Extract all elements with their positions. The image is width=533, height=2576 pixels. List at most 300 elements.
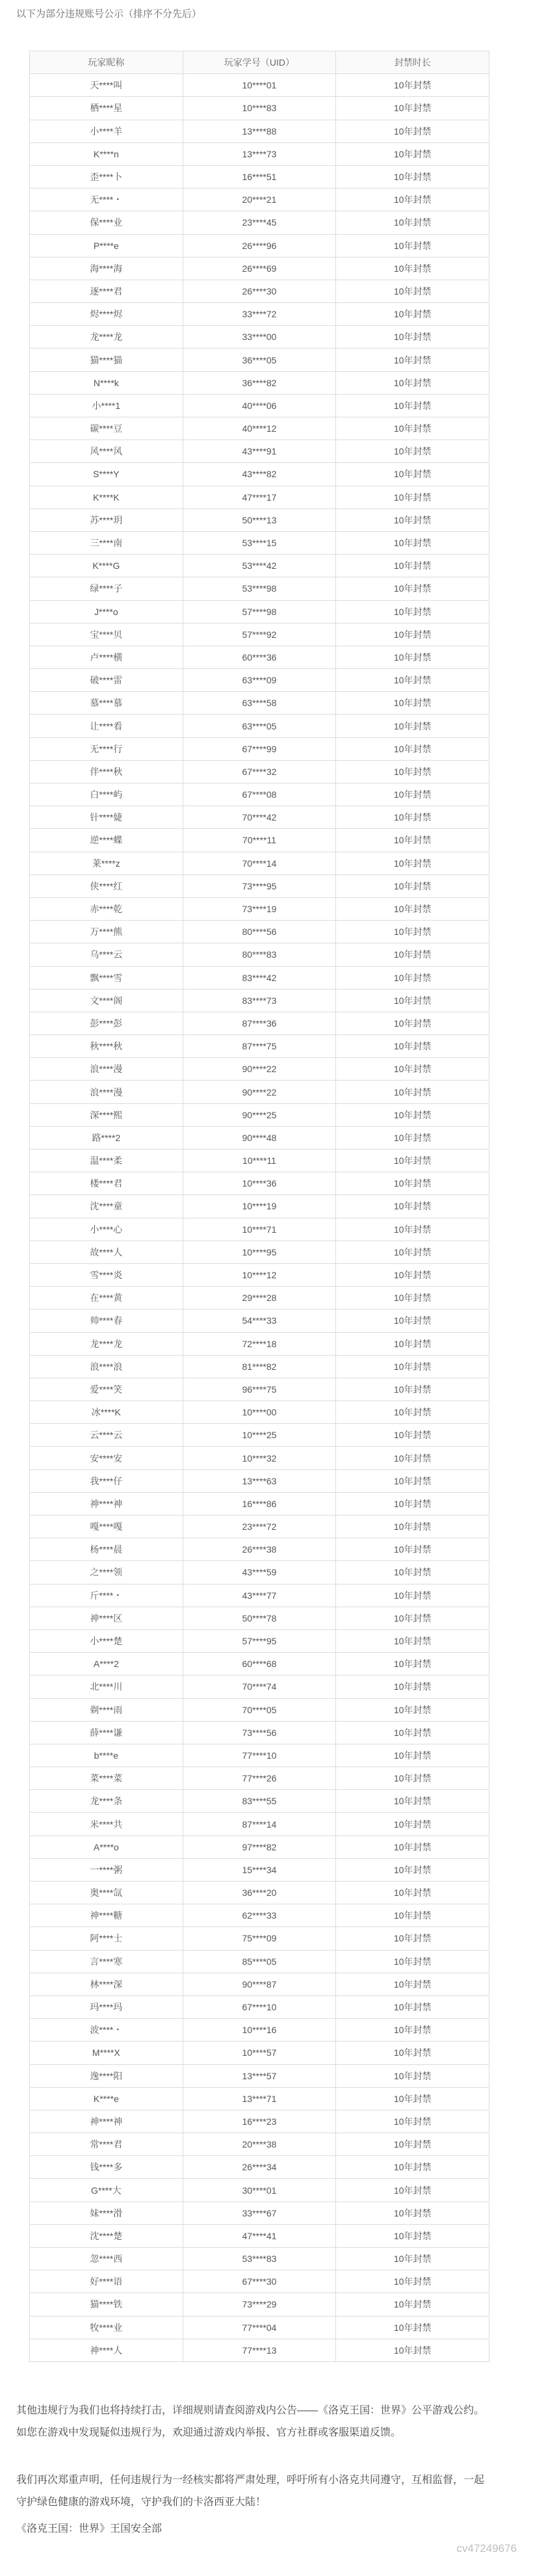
uid-cell: 36****20: [183, 1882, 336, 1904]
table-row: [30, 1401, 489, 1424]
table-row: [30, 1378, 489, 1400]
uid-cell: 36****05: [183, 348, 336, 371]
nickname-cell: 浪****漫: [30, 1081, 183, 1103]
nickname-cell: 神****神: [30, 1492, 183, 1515]
table-row: [30, 1424, 489, 1447]
table-row: [30, 1676, 489, 1698]
nickname-cell: 神****神: [30, 2110, 183, 2133]
footer-text-line: 我们再次郑重声明，任何违规行为一经核实都将严肃处理，呼吁所有小洛克共同遵守，互相监督，一起: [16, 2475, 485, 2486]
uid-cell: 50****78: [183, 1607, 336, 1629]
table-row: [30, 1973, 489, 1995]
nickname-cell: 卢****横: [30, 646, 183, 668]
uid-cell: 26****96: [183, 234, 336, 257]
table-row: [30, 2019, 489, 2042]
uid-cell: 50****13: [183, 508, 336, 531]
nickname-cell: 温****柔: [30, 1150, 183, 1172]
ban-duration-cell: 10年封禁: [336, 280, 489, 302]
uid-cell: 53****83: [183, 2248, 336, 2270]
table-row: [30, 1813, 489, 1835]
ban-duration-cell: 10年封禁: [336, 394, 489, 417]
ban-duration-cell: 10年封禁: [336, 2064, 489, 2087]
table-row: [30, 463, 489, 486]
nickname-cell: N****k: [30, 371, 183, 394]
watermark-id: cv47249676: [456, 2542, 517, 2555]
ban-duration-cell: 10年封禁: [336, 1904, 489, 1927]
table-row: [30, 1103, 489, 1126]
ban-duration-cell: 10年封禁: [336, 737, 489, 760]
table-row: [30, 531, 489, 554]
table-row: [30, 348, 489, 371]
uid-cell: 13****71: [183, 2087, 336, 2110]
nickname-cell: 牧****业: [30, 2316, 183, 2339]
nickname-cell: 浪****漫: [30, 1058, 183, 1081]
nickname-cell: 白****屿: [30, 783, 183, 806]
ban-duration-cell: 10年封禁: [336, 1995, 489, 2018]
nickname-cell: 小****羊: [30, 120, 183, 142]
uid-cell: 43****77: [183, 1584, 336, 1607]
ban-duration-cell: 10年封禁: [336, 74, 489, 97]
notice-title: 以下为部分违规账号公示（排序不分先后）: [16, 8, 202, 20]
nickname-cell: S****Y: [30, 463, 183, 486]
table-row: [30, 1721, 489, 1744]
table-row: [30, 417, 489, 440]
table-row: [30, 257, 489, 280]
column-header-uid: 玩家学号（UID）: [183, 51, 336, 74]
nickname-cell: 猫****铁: [30, 2293, 183, 2316]
footer-paragraph-rules: [16, 2400, 520, 2444]
table-row: [30, 1653, 489, 1676]
uid-cell: 60****36: [183, 646, 336, 668]
uid-cell: 53****42: [183, 555, 336, 577]
uid-cell: 26****38: [183, 1538, 336, 1561]
ban-duration-cell: 10年封禁: [336, 1835, 489, 1858]
uid-cell: 97****82: [183, 1835, 336, 1858]
uid-cell: 26****30: [183, 280, 336, 302]
table-row: [30, 1538, 489, 1561]
table-row: [30, 1332, 489, 1355]
ban-duration-cell: 10年封禁: [336, 142, 489, 165]
table-row: [30, 74, 489, 97]
nickname-cell: 在****黄: [30, 1287, 183, 1309]
nickname-cell: 飘****雪: [30, 966, 183, 989]
nickname-cell: K****G: [30, 555, 183, 577]
uid-cell: 10****25: [183, 1424, 336, 1447]
table-row: [30, 2316, 489, 2339]
uid-cell: 67****10: [183, 1995, 336, 2018]
uid-cell: 83****73: [183, 989, 336, 1012]
ban-duration-cell: 10年封禁: [336, 966, 489, 989]
ban-duration-cell: 10年封禁: [336, 715, 489, 737]
table-row: [30, 1790, 489, 1813]
nickname-cell: 侠****红: [30, 874, 183, 897]
table-body: [30, 74, 489, 2362]
uid-cell: 73****56: [183, 1721, 336, 1744]
uid-cell: 15****34: [183, 1858, 336, 1881]
ban-duration-cell: 10年封禁: [336, 1790, 489, 1813]
uid-cell: 43****59: [183, 1561, 336, 1584]
ban-duration-cell: 10年封禁: [336, 1813, 489, 1835]
table-row: [30, 394, 489, 417]
ban-duration-cell: 10年封禁: [336, 1721, 489, 1744]
ban-duration-cell: 10年封禁: [336, 2224, 489, 2247]
uid-cell: 63****09: [183, 669, 336, 692]
nickname-cell: 忽****西: [30, 2248, 183, 2270]
nickname-cell: 苏****玥: [30, 508, 183, 531]
nickname-cell: 常****君: [30, 2133, 183, 2156]
ban-duration-cell: 10年封禁: [336, 1126, 489, 1149]
table-row: [30, 600, 489, 623]
ban-duration-cell: 10年封禁: [336, 1882, 489, 1904]
table-row: [30, 715, 489, 737]
ban-duration-cell: 10年封禁: [336, 1150, 489, 1172]
ban-duration-cell: 10年封禁: [336, 1858, 489, 1881]
nickname-cell: 神****区: [30, 1607, 183, 1629]
ban-duration-cell: 10年封禁: [336, 1469, 489, 1492]
nickname-cell: 破****雷: [30, 669, 183, 692]
table-row: [30, 1035, 489, 1058]
table-row: [30, 1950, 489, 1973]
uid-cell: 73****29: [183, 2293, 336, 2316]
ban-duration-cell: 10年封禁: [336, 1492, 489, 1515]
uid-cell: 47****17: [183, 486, 336, 508]
uid-cell: 10****16: [183, 2019, 336, 2042]
table-row: [30, 1081, 489, 1103]
table-row: [30, 1126, 489, 1149]
nickname-cell: 杨****晨: [30, 1538, 183, 1561]
table-row: [30, 1835, 489, 1858]
nickname-cell: 歪****卜: [30, 165, 183, 188]
table-row: [30, 440, 489, 463]
uid-cell: 10****71: [183, 1218, 336, 1241]
uid-cell: 47****41: [183, 2224, 336, 2247]
ban-duration-cell: 10年封禁: [336, 1584, 489, 1607]
ban-duration-cell: 10年封禁: [336, 943, 489, 966]
nickname-cell: 米****共: [30, 1813, 183, 1835]
nickname-cell: 剃****雨: [30, 1698, 183, 1721]
uid-cell: 23****45: [183, 211, 336, 234]
column-header-ban-duration: 封禁时长: [336, 51, 489, 74]
nickname-cell: 云****云: [30, 1424, 183, 1447]
ban-duration-cell: 10年封禁: [336, 2110, 489, 2133]
uid-cell: 57****95: [183, 1629, 336, 1652]
nickname-cell: 爱****笑: [30, 1378, 183, 1400]
ban-duration-cell: 10年封禁: [336, 371, 489, 394]
ban-duration-cell: 10年封禁: [336, 1973, 489, 1995]
table-row: [30, 897, 489, 920]
uid-cell: 67****99: [183, 737, 336, 760]
table-row: [30, 2179, 489, 2201]
uid-cell: 67****30: [183, 2270, 336, 2293]
nickname-cell: 慕****慕: [30, 692, 183, 715]
ban-duration-cell: 10年封禁: [336, 2339, 489, 2361]
nickname-cell: 宝****贝: [30, 623, 183, 646]
table-row: [30, 1012, 489, 1034]
table-row: [30, 2270, 489, 2293]
ban-duration-cell: 10年封禁: [336, 897, 489, 920]
table-row: [30, 189, 489, 211]
table-row: [30, 921, 489, 943]
table-row: [30, 1287, 489, 1309]
ban-duration-cell: 10年封禁: [336, 577, 489, 600]
uid-cell: 81****82: [183, 1355, 336, 1378]
table-row: [30, 2248, 489, 2270]
uid-cell: 87****14: [183, 1813, 336, 1835]
nickname-cell: 楼****君: [30, 1172, 183, 1195]
table-row: [30, 120, 489, 142]
nickname-cell: M****X: [30, 2042, 183, 2064]
nickname-cell: 碳****豆: [30, 417, 183, 440]
nickname-cell: 帅****春: [30, 1309, 183, 1332]
uid-cell: 70****05: [183, 1698, 336, 1721]
table-row: [30, 1492, 489, 1515]
uid-cell: 75****09: [183, 1927, 336, 1950]
table-row: [30, 1744, 489, 1767]
uid-cell: 70****11: [183, 829, 336, 852]
ban-duration-cell: 10年封禁: [336, 1195, 489, 1218]
table-row: [30, 1241, 489, 1263]
ban-duration-cell: 10年封禁: [336, 2316, 489, 2339]
ban-duration-cell: 10年封禁: [336, 1927, 489, 1950]
nickname-cell: 猫****猫: [30, 348, 183, 371]
footer-text-line: 其他违规行为我们也将持续打击，详细规则请查阅游戏内公告——《洛克王国：世界》公平游戏公约。: [16, 2405, 485, 2416]
nickname-cell: 风****风: [30, 440, 183, 463]
ban-duration-cell: 10年封禁: [336, 1538, 489, 1561]
table-header: [30, 51, 489, 74]
ban-duration-cell: 10年封禁: [336, 1263, 489, 1286]
ban-duration-cell: 10年封禁: [336, 440, 489, 463]
nickname-cell: 一****粥: [30, 1858, 183, 1881]
table-row: [30, 646, 489, 668]
nickname-cell: 北****川: [30, 1676, 183, 1698]
uid-cell: 16****86: [183, 1492, 336, 1515]
table-row: [30, 1995, 489, 2018]
ban-duration-cell: 10年封禁: [336, 234, 489, 257]
table-row: [30, 234, 489, 257]
table-row: [30, 1150, 489, 1172]
nickname-cell: 逸****阳: [30, 2064, 183, 2087]
nickname-cell: 栖****星: [30, 97, 183, 120]
ban-duration-cell: 10年封禁: [336, 508, 489, 531]
nickname-cell: 小****1: [30, 394, 183, 417]
nickname-cell: 嘎****嘎: [30, 1516, 183, 1538]
table-row: [30, 692, 489, 715]
table-header-row: [30, 51, 489, 74]
uid-cell: 43****82: [183, 463, 336, 486]
uid-cell: 62****33: [183, 1904, 336, 1927]
ban-duration-cell: 10年封禁: [336, 1218, 489, 1241]
ban-duration-cell: 10年封禁: [336, 1172, 489, 1195]
ban-duration-cell: 10年封禁: [336, 669, 489, 692]
uid-cell: 77****26: [183, 1767, 336, 1790]
table-row: [30, 1309, 489, 1332]
nickname-cell: 沈****楚: [30, 2224, 183, 2247]
ban-duration-cell: 10年封禁: [336, 783, 489, 806]
nickname-cell: 乌****云: [30, 943, 183, 966]
nickname-cell: 浪****浪: [30, 1355, 183, 1378]
uid-cell: 53****98: [183, 577, 336, 600]
nickname-cell: 伴****秋: [30, 760, 183, 783]
nickname-cell: A****2: [30, 1653, 183, 1676]
ban-duration-cell: 10年封禁: [336, 829, 489, 852]
ban-duration-cell: 10年封禁: [336, 760, 489, 783]
nickname-cell: P****e: [30, 234, 183, 257]
ban-duration-cell: 10年封禁: [336, 2201, 489, 2224]
uid-cell: 73****19: [183, 897, 336, 920]
uid-cell: 80****56: [183, 921, 336, 943]
nickname-cell: 莱****z: [30, 852, 183, 874]
table-row: [30, 1172, 489, 1195]
table-row: [30, 1355, 489, 1378]
nickname-cell: G****大: [30, 2179, 183, 2201]
uid-cell: 10****57: [183, 2042, 336, 2064]
nickname-cell: 林****深: [30, 1973, 183, 1995]
nickname-cell: K****n: [30, 142, 183, 165]
nickname-cell: 秋****秋: [30, 1035, 183, 1058]
uid-cell: 83****42: [183, 966, 336, 989]
nickname-cell: 针****婕: [30, 806, 183, 829]
uid-cell: 87****36: [183, 1012, 336, 1034]
table-row: [30, 486, 489, 508]
ban-duration-cell: 10年封禁: [336, 2087, 489, 2110]
table-row: [30, 555, 489, 577]
nickname-cell: 波****・: [30, 2019, 183, 2042]
ban-duration-cell: 10年封禁: [336, 486, 489, 508]
nickname-cell: 斤****・: [30, 1584, 183, 1607]
uid-cell: 13****73: [183, 142, 336, 165]
table-row: [30, 1447, 489, 1469]
ban-duration-cell: 10年封禁: [336, 1332, 489, 1355]
footer-signature: 《洛克王国：世界》王国安全部: [16, 2523, 162, 2534]
table-row: [30, 1469, 489, 1492]
ban-duration-cell: 10年封禁: [336, 2133, 489, 2156]
uid-cell: 10****12: [183, 1263, 336, 1286]
ban-duration-cell: 10年封禁: [336, 463, 489, 486]
ban-duration-cell: 10年封禁: [336, 1744, 489, 1767]
ban-duration-cell: 10年封禁: [336, 1058, 489, 1081]
uid-cell: 33****67: [183, 2201, 336, 2224]
nickname-cell: 海****海: [30, 257, 183, 280]
nickname-cell: 万****熊: [30, 921, 183, 943]
table-row: [30, 142, 489, 165]
banned-accounts-table: [29, 51, 489, 2362]
table-row: [30, 1858, 489, 1881]
ban-duration-cell: 10年封禁: [336, 1950, 489, 1973]
ban-duration-cell: 10年封禁: [336, 1287, 489, 1309]
uid-cell: 20****21: [183, 189, 336, 211]
uid-cell: 90****25: [183, 1103, 336, 1126]
nickname-cell: 冰****K: [30, 1401, 183, 1424]
ban-duration-cell: 10年封禁: [336, 2179, 489, 2201]
uid-cell: 13****88: [183, 120, 336, 142]
ban-duration-cell: 10年封禁: [336, 257, 489, 280]
ban-duration-cell: 10年封禁: [336, 2042, 489, 2064]
table-row: [30, 577, 489, 600]
table-row: [30, 874, 489, 897]
table-row: [30, 2156, 489, 2179]
nickname-cell: 龙****条: [30, 1790, 183, 1813]
uid-cell: 33****00: [183, 326, 336, 348]
table-row: [30, 806, 489, 829]
ban-duration-cell: 10年封禁: [336, 989, 489, 1012]
uid-cell: 13****57: [183, 2064, 336, 2087]
uid-cell: 40****12: [183, 417, 336, 440]
nickname-cell: 菜****菜: [30, 1767, 183, 1790]
ban-duration-cell: 10年封禁: [336, 1378, 489, 1400]
nickname-cell: 烬****烬: [30, 303, 183, 326]
nickname-cell: 天****叫: [30, 74, 183, 97]
uid-cell: 29****28: [183, 1287, 336, 1309]
nickname-cell: 钱****多: [30, 2156, 183, 2179]
nickname-cell: 深****熙: [30, 1103, 183, 1126]
table-row: [30, 2293, 489, 2316]
table-row: [30, 2133, 489, 2156]
uid-cell: 90****87: [183, 1973, 336, 1995]
table-row: [30, 737, 489, 760]
ban-duration-cell: 10年封禁: [336, 2248, 489, 2270]
ban-duration-cell: 10年封禁: [336, 531, 489, 554]
nickname-cell: 奥****氙: [30, 1882, 183, 1904]
uid-cell: 20****38: [183, 2133, 336, 2156]
table-row: [30, 989, 489, 1012]
nickname-cell: 彭****彭: [30, 1012, 183, 1034]
nickname-cell: 小****楚: [30, 1629, 183, 1652]
ban-duration-cell: 10年封禁: [336, 921, 489, 943]
uid-cell: 77****10: [183, 1744, 336, 1767]
ban-duration-cell: 10年封禁: [336, 2293, 489, 2316]
nickname-cell: 龙****龙: [30, 326, 183, 348]
uid-cell: 77****04: [183, 2316, 336, 2339]
column-header-nickname: 玩家昵称: [30, 51, 183, 74]
uid-cell: 63****58: [183, 692, 336, 715]
ban-duration-cell: 10年封禁: [336, 1241, 489, 1263]
footer-paragraph-statement: [16, 2469, 520, 2514]
uid-cell: 60****68: [183, 1653, 336, 1676]
ban-duration-cell: 10年封禁: [336, 806, 489, 829]
nickname-cell: 让****看: [30, 715, 183, 737]
table-row: [30, 1218, 489, 1241]
table-row: [30, 1516, 489, 1538]
uid-cell: 10****36: [183, 1172, 336, 1195]
uid-cell: 70****14: [183, 852, 336, 874]
ban-duration-cell: 10年封禁: [336, 417, 489, 440]
nickname-cell: 安****安: [30, 1447, 183, 1469]
uid-cell: 10****83: [183, 97, 336, 120]
uid-cell: 30****01: [183, 2179, 336, 2201]
nickname-cell: 无****・: [30, 189, 183, 211]
nickname-cell: 神****人: [30, 2339, 183, 2361]
nickname-cell: 之****领: [30, 1561, 183, 1584]
table-row: [30, 508, 489, 531]
uid-cell: 16****23: [183, 2110, 336, 2133]
uid-cell: 90****22: [183, 1058, 336, 1081]
uid-cell: 10****32: [183, 1447, 336, 1469]
nickname-cell: 故****人: [30, 1241, 183, 1263]
table-row: [30, 1927, 489, 1950]
table-row: [30, 1263, 489, 1286]
table-row: [30, 2064, 489, 2087]
ban-duration-cell: 10年封禁: [336, 1629, 489, 1652]
footer-text-line: 如您在游戏中发现疑似违规行为，欢迎通过游戏内举报、官方社群或客服渠道反馈。: [16, 2427, 402, 2438]
ban-duration-cell: 10年封禁: [336, 1561, 489, 1584]
uid-cell: 85****05: [183, 1950, 336, 1973]
ban-duration-cell: 10年封禁: [336, 1401, 489, 1424]
table-row: [30, 1767, 489, 1790]
nickname-cell: 逆****蝶: [30, 829, 183, 852]
ban-duration-cell: 10年封禁: [336, 2019, 489, 2042]
table-row: [30, 2087, 489, 2110]
nickname-cell: 阿****士: [30, 1927, 183, 1950]
uid-cell: 77****13: [183, 2339, 336, 2361]
